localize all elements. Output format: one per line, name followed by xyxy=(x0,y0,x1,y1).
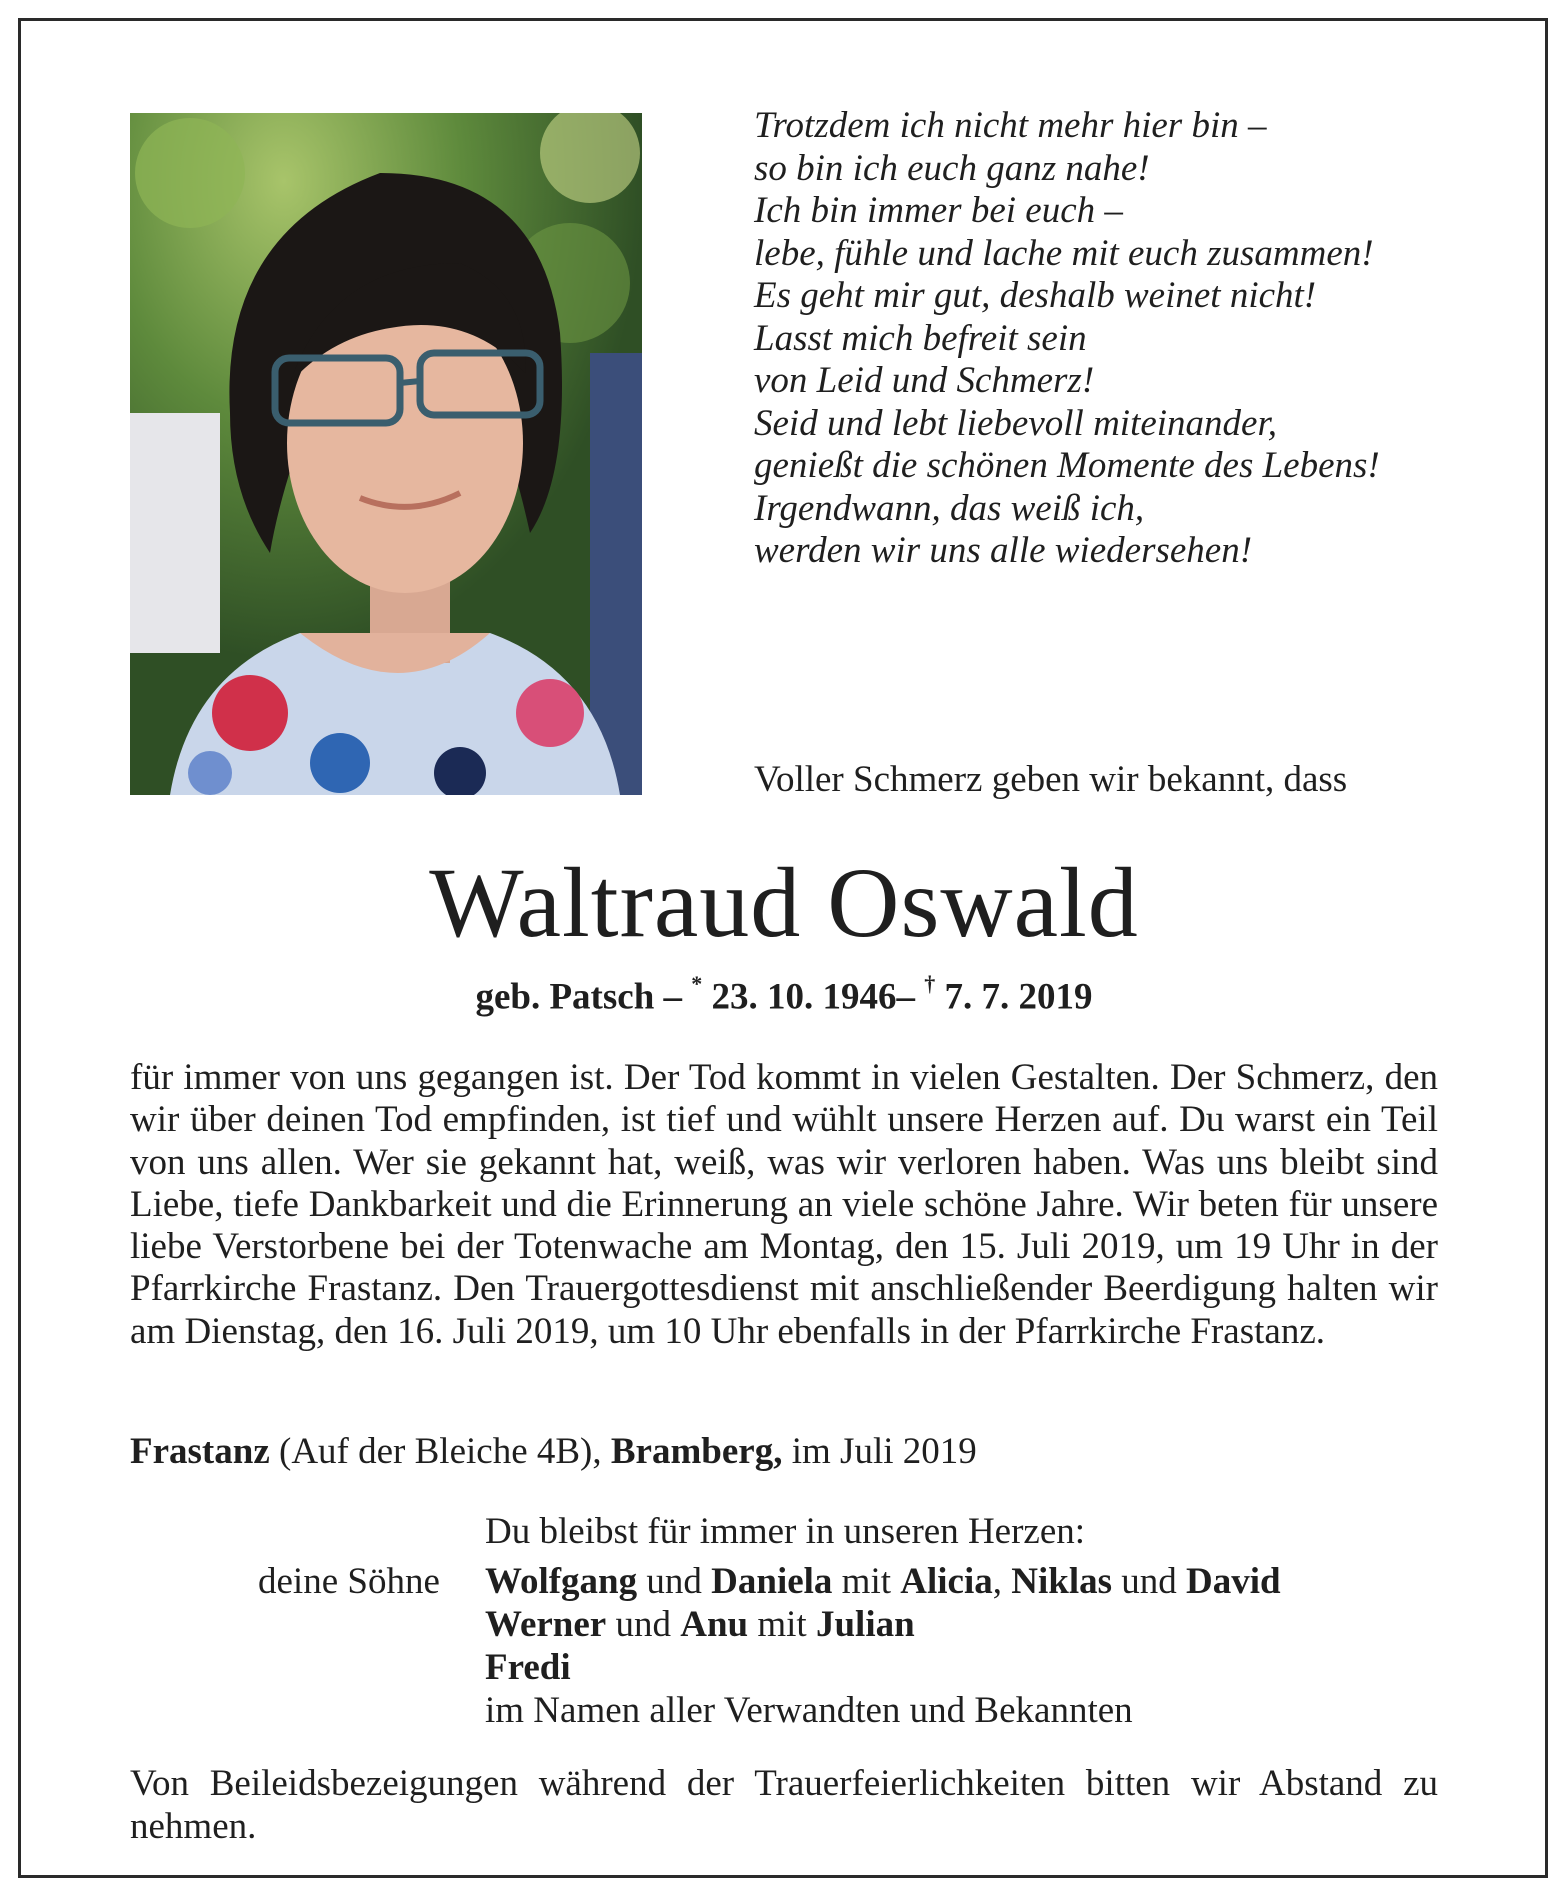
poem-line: so bin ich euch ganz nahe! xyxy=(754,147,1150,189)
connector: und xyxy=(606,1604,681,1645)
mourners-label: deine Söhne xyxy=(258,1561,440,1602)
mourner-name: Niklas xyxy=(1011,1561,1113,1602)
mourners-row xyxy=(258,1560,1281,1603)
relatives-line: im Namen aller Verwandten und Bekannten xyxy=(485,1690,1133,1731)
deceased-name: Waltraud Oswald xyxy=(429,847,1139,958)
poem-line: Irgendwann, das weiß ich, xyxy=(754,487,1145,529)
connector: mit xyxy=(748,1604,816,1645)
poem-line: Ich bin immer bei euch – xyxy=(754,190,1123,231)
life-dates xyxy=(0,971,1568,1018)
poem-line: lebe, fühle und lache mit euch zusammen! xyxy=(754,232,1374,274)
place-and-date xyxy=(130,1430,977,1473)
mourners-row xyxy=(258,1603,1281,1646)
poem-line: von Leid und Schmerz! xyxy=(754,360,1095,401)
poem-line: Es geht mir gut, deshalb weinet nicht! xyxy=(754,275,1317,316)
mourner-name: Anu xyxy=(680,1604,749,1645)
poem xyxy=(754,105,1380,573)
connector: mit xyxy=(832,1561,901,1602)
mourner-name: Fredi xyxy=(485,1647,571,1688)
poem-line: genießt die schönen Momente des Lebens! xyxy=(754,445,1380,486)
mourner-name: Julian xyxy=(815,1604,915,1645)
place-date: im Juli 2019 xyxy=(782,1431,977,1472)
mourners-row xyxy=(258,1689,1281,1732)
place-address: (Auf der Bleiche 4B), xyxy=(269,1431,611,1472)
announcement-text: für immer von uns gegangen ist. Der Tod kommt in vielen Gestalten. Der Schmerz, den wir über deinen Tod empfinden, ist tief und wühlt unsere Herzen auf. Du warst ein Teil von uns allen. Wer sie gekannt hat, weiß, was wir verloren haben. Was uns bleibt sind Liebe, tiefe Dankbarkeit und die Erinnerung an viele schöne Jahre. Wir beten für unsere liebe Verstorbene bei der Totenwache am Montag, den 15. Juli 2019, um 19 Uhr in der Pfarrkirche Frastanz. Den Trauergottesdienst mit anschließender Beerdigung halten wir am Dienstag, den 16. Juli 2019, um 10 Uhr ebenfalls in der Pfarrkirche Frastanz. xyxy=(130,1057,1438,1352)
closing-note: Von Beileidsbezeigungen während der Trauerfeierlichkeiten bitten wir Abstand zu nehmen. xyxy=(130,1763,1438,1847)
poem-line: werden wir uns alle wiedersehen! xyxy=(754,530,1253,571)
mourners-list xyxy=(258,1560,1281,1732)
birth-mark: * xyxy=(691,971,703,996)
place-town-2: Bramberg, xyxy=(610,1431,783,1472)
mourner-name: Wolfgang xyxy=(485,1561,638,1602)
place-town-1: Frastanz xyxy=(130,1431,270,1472)
mourner-name: Alicia xyxy=(900,1561,993,1602)
mourner-name: Daniela xyxy=(711,1561,833,1602)
portrait-photo xyxy=(130,113,642,795)
death-mark: † xyxy=(924,971,936,996)
poem-line: Seid und lebt liebevoll miteinander, xyxy=(754,402,1278,444)
maiden-name: geb. Patsch – xyxy=(475,976,692,1018)
poem-line: Lasst mich befreit sein xyxy=(754,317,1087,359)
mourner-name: David xyxy=(1186,1561,1281,1602)
connector: , xyxy=(992,1561,1012,1602)
hearts-line: Du bleibst für immer in unseren Herzen: xyxy=(485,1511,1086,1552)
mourner-name: Werner xyxy=(485,1604,607,1645)
birth-date: 23. 10. 1946– xyxy=(702,976,925,1018)
mourners-row xyxy=(258,1646,1281,1689)
poem-line: Trotzdem ich nicht mehr hier bin – xyxy=(754,105,1267,146)
death-date: 7. 7. 2019 xyxy=(935,976,1093,1018)
connector: und xyxy=(637,1561,712,1602)
intro-line: Voller Schmerz geben wir bekannt, dass xyxy=(754,759,1348,800)
connector: und xyxy=(1112,1561,1187,1602)
